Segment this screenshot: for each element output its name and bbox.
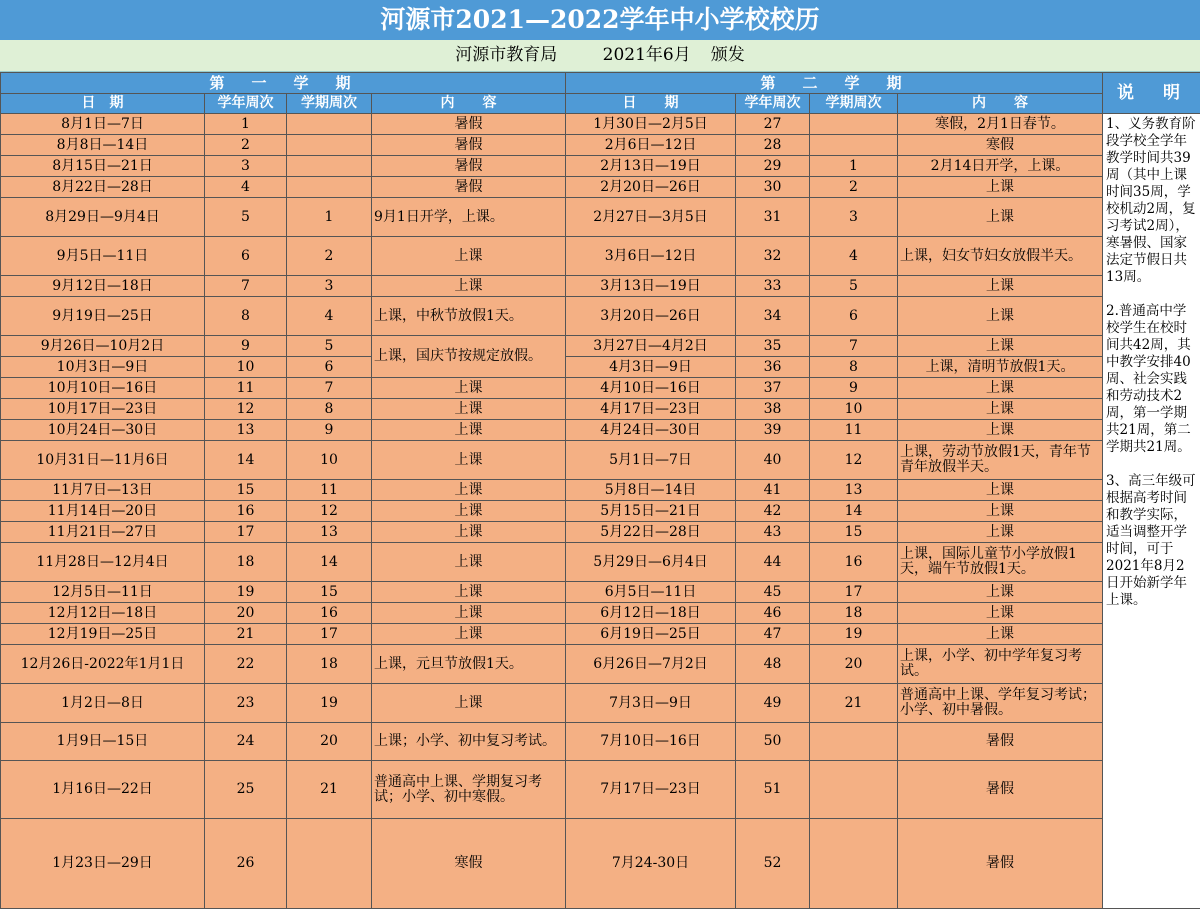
s1-year-week: 21 [205, 624, 287, 645]
s1-date: 11月28日—12月4日 [1, 543, 205, 582]
s2-sem-week: 11 [810, 420, 898, 441]
s1-content: 上课 [372, 420, 566, 441]
s2-year-week: 29 [736, 156, 810, 177]
s2-sem-week: 2 [810, 177, 898, 198]
notes-text: 1、义务教育阶段学校全学年教学时间共39周（其中上课时间35周，学校机动2周，复习考试2周），寒暑假、国家法定节假日共13周。 2.普通高中学校学生在校时间共42周，其中教学安排40周、社会实践和劳动技术2周，第一学期共21周，第二学期共21周。 3、高三年级可根据高考时间和教学实际，适当调整开学时间，可于2021年8月2日开始新学年上课。 [1103, 114, 1200, 909]
s1-year-week: 4 [205, 177, 287, 198]
s1-year-week: 11 [205, 378, 287, 399]
s2-sem-week: 14 [810, 501, 898, 522]
table-row [1, 645, 1200, 684]
table-row [1, 819, 1200, 909]
table-row [1, 480, 1200, 501]
s1-sem-week: 7 [287, 378, 372, 399]
s1-date: 9月26日—10月2日 [1, 336, 205, 357]
s1-year-week: 12 [205, 399, 287, 420]
s2-date: 5月8日—14日 [566, 480, 736, 501]
table-row [1, 276, 1200, 297]
s2-content: 上课，妇女节妇女放假半天。 [898, 237, 1103, 276]
s1-year-week: 8 [205, 297, 287, 336]
s2-year-week: 33 [736, 276, 810, 297]
s2-year-week: 43 [736, 522, 810, 543]
s1-year-week: 9 [205, 336, 287, 357]
s1-content: 上课，元旦节放假1天。 [372, 645, 566, 684]
s1-content: 暑假 [372, 156, 566, 177]
table-row [1, 684, 1200, 723]
s1-content: 暑假 [372, 135, 566, 156]
table-row [1, 624, 1200, 645]
s1-sem-week: 8 [287, 399, 372, 420]
s2-sem-week: 21 [810, 684, 898, 723]
s2-sem-week: 18 [810, 603, 898, 624]
s2-content: 上课，劳动节放假1天，青年节青年放假半天。 [898, 441, 1103, 480]
s2-content: 2月14日开学，上课。 [898, 156, 1103, 177]
s1-sem-week: 14 [287, 543, 372, 582]
s1-sem-week: 5 [287, 336, 372, 357]
s2-sem-week [810, 723, 898, 761]
s1-date: 10月17日—23日 [1, 399, 205, 420]
s2-sem-week: 4 [810, 237, 898, 276]
s1-sem-week: 10 [287, 441, 372, 480]
s2-year-week: 45 [736, 582, 810, 603]
s2-sem-week: 17 [810, 582, 898, 603]
s1-date: 12月12日—18日 [1, 603, 205, 624]
s2-date: 6月12日—18日 [566, 603, 736, 624]
s1-content: 上课 [372, 480, 566, 501]
s2-date: 5月1日—7日 [566, 441, 736, 480]
col-header-s1-date: 日 期 [1, 94, 205, 114]
s2-content: 上课，小学、初中学年复习考试。 [898, 645, 1103, 684]
s2-date: 4月3日—9日 [566, 357, 736, 378]
col-header-s2-date: 日 期 [566, 94, 736, 114]
s2-sem-week: 19 [810, 624, 898, 645]
s2-year-week: 28 [736, 135, 810, 156]
s2-date: 3月6日—12日 [566, 237, 736, 276]
col-header-s1-year-week: 学年周次 [205, 94, 287, 114]
s2-year-week: 52 [736, 819, 810, 909]
s2-date: 7月10日—16日 [566, 723, 736, 761]
s2-date: 3月13日—19日 [566, 276, 736, 297]
table-row [1, 420, 1200, 441]
s2-content: 上课 [898, 582, 1103, 603]
s2-sem-week: 7 [810, 336, 898, 357]
s1-sem-week [287, 177, 372, 198]
s2-year-week: 37 [736, 378, 810, 399]
s1-date: 1月2日—8日 [1, 684, 205, 723]
semester2-header: 第 二 学 期 [566, 73, 1103, 94]
s2-date: 5月29日—6月4日 [566, 543, 736, 582]
s2-content: 上课 [898, 276, 1103, 297]
s2-content: 暑假 [898, 819, 1103, 909]
s1-sem-week: 21 [287, 761, 372, 819]
s2-content: 上课 [898, 336, 1103, 357]
table-row [1, 297, 1200, 336]
s2-date: 7月24-30日 [566, 819, 736, 909]
s1-content: 上课 [372, 399, 566, 420]
col-header-s2-content: 内 容 [898, 94, 1103, 114]
s1-year-week: 16 [205, 501, 287, 522]
s1-content: 上课 [372, 237, 566, 276]
s2-year-week: 42 [736, 501, 810, 522]
issue-date: 2021年6月 [602, 45, 691, 65]
s2-content: 上课 [898, 522, 1103, 543]
s2-sem-week: 5 [810, 276, 898, 297]
s1-date: 9月12日—18日 [1, 276, 205, 297]
s1-date: 10月3日—9日 [1, 357, 205, 378]
s2-year-week: 39 [736, 420, 810, 441]
s1-sem-week: 18 [287, 645, 372, 684]
s2-content: 上课 [898, 198, 1103, 237]
s2-sem-week: 1 [810, 156, 898, 177]
s1-date: 1月23日—29日 [1, 819, 205, 909]
table-row [1, 114, 1200, 135]
page-title: 河源市2021—2022学年中小学校校历 [0, 0, 1200, 40]
s2-date: 6月19日—25日 [566, 624, 736, 645]
s1-content: 普通高中上课、学期复习考试；小学、初中寒假。 [372, 761, 566, 819]
s2-year-week: 41 [736, 480, 810, 501]
s2-sem-week: 16 [810, 543, 898, 582]
s1-sem-week: 16 [287, 603, 372, 624]
s1-content: 上课 [372, 624, 566, 645]
s2-year-week: 48 [736, 645, 810, 684]
s2-content: 普通高中上课、学年复习考试；小学、初中暑假。 [898, 684, 1103, 723]
s1-year-week: 5 [205, 198, 287, 237]
s1-sem-week: 11 [287, 480, 372, 501]
s2-date: 4月24日—30日 [566, 420, 736, 441]
s1-content: 上课 [372, 378, 566, 399]
s1-sem-week: 9 [287, 420, 372, 441]
s2-sem-week: 10 [810, 399, 898, 420]
s1-date: 11月21日—27日 [1, 522, 205, 543]
s2-year-week: 44 [736, 543, 810, 582]
s2-sem-week [810, 135, 898, 156]
s1-date: 11月14日—20日 [1, 501, 205, 522]
s1-date: 8月29日—9月4日 [1, 198, 205, 237]
s1-date: 12月5日—11日 [1, 582, 205, 603]
s2-year-week: 38 [736, 399, 810, 420]
s1-content: 上课，中秋节放假1天。 [372, 297, 566, 336]
s1-date: 11月7日—13日 [1, 480, 205, 501]
s2-year-week: 51 [736, 761, 810, 819]
s1-content: 上课 [372, 501, 566, 522]
s2-year-week: 47 [736, 624, 810, 645]
s1-year-week: 20 [205, 603, 287, 624]
s2-year-week: 30 [736, 177, 810, 198]
table-row [1, 357, 1200, 378]
s1-date: 8月15日—21日 [1, 156, 205, 177]
s1-content: 上课 [372, 522, 566, 543]
s2-date: 4月17日—23日 [566, 399, 736, 420]
calendar-table [0, 72, 1200, 909]
notes-header: 说 明 [1103, 73, 1200, 114]
col-header-s2-sem-week: 学期周次 [810, 94, 898, 114]
s2-sem-week: 13 [810, 480, 898, 501]
s2-year-week: 27 [736, 114, 810, 135]
s1-year-week: 14 [205, 441, 287, 480]
s1-sem-week: 12 [287, 501, 372, 522]
s2-sem-week [810, 114, 898, 135]
table-row [1, 135, 1200, 156]
s2-content: 上课，国际儿童节小学放假1天，端午节放假1天。 [898, 543, 1103, 582]
s2-date: 2月27日—3月5日 [566, 198, 736, 237]
s2-date: 2月13日—19日 [566, 156, 736, 177]
s1-content: 上课 [372, 603, 566, 624]
s2-content: 上课 [898, 378, 1103, 399]
s1-content: 寒假 [372, 819, 566, 909]
col-header-s1-sem-week: 学期周次 [287, 94, 372, 114]
s2-sem-week: 6 [810, 297, 898, 336]
s1-sem-week [287, 114, 372, 135]
s2-content: 上课 [898, 624, 1103, 645]
s1-date: 10月10日—16日 [1, 378, 205, 399]
s1-year-week: 13 [205, 420, 287, 441]
s1-year-week: 19 [205, 582, 287, 603]
s1-sem-week: 2 [287, 237, 372, 276]
s1-date: 8月22日—28日 [1, 177, 205, 198]
s2-sem-week: 9 [810, 378, 898, 399]
s2-content: 暑假 [898, 723, 1103, 761]
s2-year-week: 34 [736, 297, 810, 336]
col-header-s2-year-week: 学年周次 [736, 94, 810, 114]
s1-date: 10月24日—30日 [1, 420, 205, 441]
table-row [1, 336, 1200, 357]
s1-date: 12月26日-2022年1月1日 [1, 645, 205, 684]
table-row [1, 441, 1200, 480]
s2-content: 上课 [898, 501, 1103, 522]
s1-sem-week: 20 [287, 723, 372, 761]
s1-content: 上课 [372, 543, 566, 582]
s1-sem-week: 19 [287, 684, 372, 723]
s2-year-week: 36 [736, 357, 810, 378]
s1-date: 9月5日—11日 [1, 237, 205, 276]
s1-content: 暑假 [372, 114, 566, 135]
table-row [1, 522, 1200, 543]
s1-year-week: 7 [205, 276, 287, 297]
s1-content: 上课 [372, 684, 566, 723]
s2-year-week: 46 [736, 603, 810, 624]
s1-content: 暑假 [372, 177, 566, 198]
issuer-line [0, 40, 1200, 72]
s2-date: 6月5日—11日 [566, 582, 736, 603]
s2-date: 5月15日—21日 [566, 501, 736, 522]
s2-date: 3月27日—4月2日 [566, 336, 736, 357]
s1-date: 8月1日—7日 [1, 114, 205, 135]
s1-date: 8月8日—14日 [1, 135, 205, 156]
s1-date: 10月31日—11月6日 [1, 441, 205, 480]
table-row [1, 156, 1200, 177]
issuer: 河源市教育局 [455, 45, 558, 65]
s1-date: 1月16日—22日 [1, 761, 205, 819]
s2-sem-week: 3 [810, 198, 898, 237]
table-row [1, 603, 1200, 624]
table-row [1, 761, 1200, 819]
s2-date: 5月22日—28日 [566, 522, 736, 543]
s1-sem-week: 4 [287, 297, 372, 336]
s1-year-week: 17 [205, 522, 287, 543]
s2-date: 2月6日—12日 [566, 135, 736, 156]
s1-year-week: 18 [205, 543, 287, 582]
s2-content: 上课 [898, 480, 1103, 501]
s1-year-week: 23 [205, 684, 287, 723]
s1-date: 9月19日—25日 [1, 297, 205, 336]
issue-word: 颁发 [710, 45, 745, 65]
s2-year-week: 49 [736, 684, 810, 723]
table-row [1, 723, 1200, 761]
s1-year-week: 3 [205, 156, 287, 177]
s1-year-week: 10 [205, 357, 287, 378]
s2-content: 上课 [898, 177, 1103, 198]
s2-content: 寒假 [898, 135, 1103, 156]
s1-sem-week [287, 819, 372, 909]
s2-sem-week: 20 [810, 645, 898, 684]
s2-date: 3月20日—26日 [566, 297, 736, 336]
s2-sem-week: 12 [810, 441, 898, 480]
s1-year-week: 22 [205, 645, 287, 684]
table-row [1, 399, 1200, 420]
s1-content: 9月1日开学，上课。 [372, 198, 566, 237]
s2-content: 上课，清明节放假1天。 [898, 357, 1103, 378]
s2-year-week: 40 [736, 441, 810, 480]
s1-year-week: 26 [205, 819, 287, 909]
s2-content: 寒假，2月1日春节。 [898, 114, 1103, 135]
s1-year-week: 1 [205, 114, 287, 135]
s2-date: 7月17日—23日 [566, 761, 736, 819]
s1-year-week: 15 [205, 480, 287, 501]
s2-date: 2月20日—26日 [566, 177, 736, 198]
s2-content: 上课 [898, 603, 1103, 624]
s1-content: 上课，国庆节按规定放假。 [372, 336, 566, 378]
s2-date: 1月30日—2月5日 [566, 114, 736, 135]
s1-sem-week: 17 [287, 624, 372, 645]
s1-date: 1月9日—15日 [1, 723, 205, 761]
s2-year-week: 35 [736, 336, 810, 357]
s1-content: 上课；小学、初中复习考试。 [372, 723, 566, 761]
s2-content: 上课 [898, 399, 1103, 420]
s2-content: 暑假 [898, 761, 1103, 819]
s1-content: 上课 [372, 441, 566, 480]
semester1-header: 第 一 学 期 [1, 73, 566, 94]
table-row [1, 198, 1200, 237]
s2-year-week: 31 [736, 198, 810, 237]
s1-year-week: 25 [205, 761, 287, 819]
table-row [1, 582, 1200, 603]
table-row [1, 237, 1200, 276]
s1-sem-week: 6 [287, 357, 372, 378]
s1-sem-week: 1 [287, 198, 372, 237]
s1-sem-week: 3 [287, 276, 372, 297]
table-row [1, 177, 1200, 198]
s1-content: 上课 [372, 582, 566, 603]
s2-content: 上课 [898, 420, 1103, 441]
s1-sem-week: 13 [287, 522, 372, 543]
s1-date: 12月19日—25日 [1, 624, 205, 645]
s2-sem-week: 15 [810, 522, 898, 543]
s2-year-week: 50 [736, 723, 810, 761]
s2-date: 6月26日—7月2日 [566, 645, 736, 684]
s1-year-week: 24 [205, 723, 287, 761]
s1-content: 上课 [372, 276, 566, 297]
s1-sem-week: 15 [287, 582, 372, 603]
table-row [1, 378, 1200, 399]
s1-year-week: 2 [205, 135, 287, 156]
s1-sem-week [287, 156, 372, 177]
s1-sem-week [287, 135, 372, 156]
s2-date: 7月3日—9日 [566, 684, 736, 723]
s2-content: 上课 [898, 297, 1103, 336]
s2-sem-week [810, 761, 898, 819]
s2-year-week: 32 [736, 237, 810, 276]
table-row [1, 501, 1200, 522]
col-header-s1-content: 内 容 [372, 94, 566, 114]
s1-year-week: 6 [205, 237, 287, 276]
s2-sem-week: 8 [810, 357, 898, 378]
s2-sem-week [810, 819, 898, 909]
table-row [1, 543, 1200, 582]
s2-date: 4月10日—16日 [566, 378, 736, 399]
